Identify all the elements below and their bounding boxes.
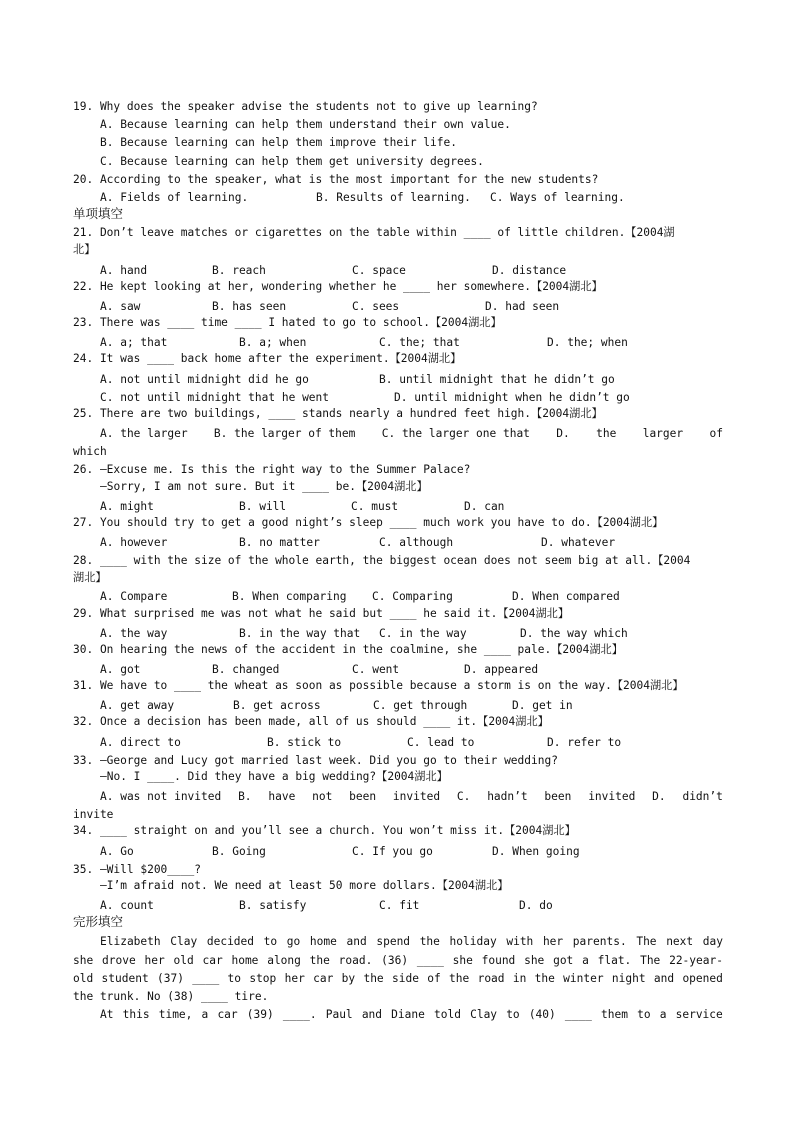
cloze-word: (36) (381, 954, 409, 967)
question-20-option-a: A. Fields of learning. (100, 191, 249, 204)
question-21-stem-wrap: 北】 (73, 243, 96, 256)
question-24-option-c: C. not until midnight that he went (100, 391, 330, 404)
cloze-word: to (637, 1008, 651, 1021)
question-33-option-a: A. was not invited (100, 790, 222, 803)
question-32-option-b: B. stick to (267, 736, 342, 749)
question-22-option-b: B. has seen (212, 300, 287, 313)
cloze-word: her (284, 972, 305, 985)
question-20-options (100, 190, 723, 206)
cloze-paragraph-1-line-3 (73, 971, 723, 987)
question-30-option-d: D. appeared (464, 663, 539, 676)
question-19-stem: 19. Why does the speaker advise the students not to give up learning? (73, 100, 538, 113)
cloze-word: At (100, 1008, 114, 1021)
question-21-option-a: A. hand (100, 264, 148, 277)
cloze-paragraph-1-line-1 (100, 934, 723, 950)
question-35-option-c: C. fit (379, 899, 420, 912)
cloze-word: a (201, 1008, 209, 1021)
cloze-word: next (666, 935, 694, 948)
question-26-line1: 26. —Excuse me. Is this the right way to the Summer Palace? (73, 463, 471, 476)
question-23-option-b: B. a; when (239, 336, 307, 349)
question-23-options (100, 335, 723, 351)
question-22-option-a: A. saw (100, 300, 141, 313)
question-28-option-b: B. When comparing (232, 590, 347, 603)
question-33-option-b-word: not (312, 790, 333, 803)
cloze-paragraph-1-line-2 (73, 953, 723, 969)
cloze-word: flat. (597, 954, 632, 967)
cloze-word: along (267, 954, 301, 967)
question-33-option-d-wrap: invite (73, 808, 114, 821)
question-20-stem: 20. According to the speaker, what is the most important for the new students? (73, 173, 599, 186)
question-33-option-b-word: been (349, 790, 377, 803)
question-33-option-d-label: D. (652, 790, 666, 803)
cloze-word: the (534, 972, 555, 985)
question-27-option-c: C. although (379, 536, 454, 549)
cloze-word: ____ (564, 1008, 592, 1021)
cloze-word: the (363, 972, 384, 985)
question-21-options (100, 263, 723, 279)
question-35-options (100, 898, 723, 914)
question-19-option-b: B. Because learning can help them improve their life. (100, 136, 457, 149)
cloze-word: the (309, 954, 330, 967)
question-20-option-b: B. Results of learning. (316, 191, 471, 204)
cloze-word: got (553, 954, 574, 967)
question-27-options (100, 535, 723, 551)
cloze-word: the (449, 972, 470, 985)
question-26-options (100, 499, 723, 515)
cloze-word: go (286, 935, 301, 948)
cloze-word: Diane (391, 1008, 425, 1021)
question-34-option-c: C. If you go (352, 845, 433, 858)
cloze-word: she (452, 954, 473, 967)
question-24-option-b: B. until midnight that he didn’t go (379, 373, 615, 386)
cloze-word: found (481, 954, 516, 967)
cloze-word: and (361, 1008, 383, 1021)
question-22-option-c: C. sees (352, 300, 400, 313)
question-26-line2: —Sorry, I am not sure. But it ____ be.【2004湖北】 (100, 480, 428, 493)
cloze-word: (39) (246, 1008, 274, 1021)
question-31-stem: 31. We have to ____ the wheat as soon as possible because a storm is on the way.【2004湖北】 (73, 679, 684, 692)
question-32-option-a: A. direct to (100, 736, 181, 749)
question-31-option-a: A. get away (100, 699, 175, 712)
question-31-options (100, 698, 723, 714)
question-25-stem: 25. There are two buildings, ____ stands nearly a hundred feet high.【2004湖北】 (73, 407, 603, 420)
cloze-word: The (636, 935, 657, 948)
cloze-word: to (263, 935, 278, 948)
cloze-word: she (524, 954, 545, 967)
cloze-word: student (101, 972, 149, 985)
cloze-word: decided (206, 935, 255, 948)
question-26-option-c: C. must (351, 500, 399, 513)
cloze-word: a (659, 1008, 667, 1021)
cloze-word: ____. (282, 1008, 317, 1021)
question-30-option-c: C. went (352, 663, 400, 676)
question-31-option-b: B. get across (233, 699, 321, 712)
question-30-stem: 30. On hearing the news of the accident in the coalmine, she ____ pale.【2004湖北】 (73, 643, 623, 656)
question-33-option-b-word: invited (392, 790, 441, 803)
cloze-word: opened (682, 972, 723, 985)
question-28-stem: 28. ____ with the size of the whole earth, the biggest ocean does not seem big at all.【2004 (73, 554, 691, 567)
question-32-option-c: C. lead to (407, 736, 475, 749)
question-33-line2: —No. I ____. Did they have a big wedding?【2004湖北】 (100, 770, 448, 783)
question-21-option-d: D. distance (492, 264, 567, 277)
question-32-stem: 32. Once a decision has been made, all of us should ____ it.【2004湖北】 (73, 715, 549, 728)
question-29-options (100, 626, 723, 642)
question-26-option-b: B. will (239, 500, 287, 513)
question-25-option-d-word: of (709, 427, 723, 440)
cloze-word: them (601, 1008, 628, 1021)
cloze-word: home (309, 935, 337, 948)
question-33-option-d-word: didn’t (682, 790, 723, 803)
question-22-option-d: D. had seen (485, 300, 560, 313)
question-33-option-b-word: have (268, 790, 296, 803)
question-31-option-d: D. get in (512, 699, 573, 712)
question-32-options (100, 735, 723, 751)
question-23-option-c: C. the; that (379, 336, 460, 349)
cloze-word: holiday (449, 935, 497, 948)
cloze-paragraph-2-line-1 (100, 1007, 723, 1023)
cloze-word: Elizabeth (100, 935, 161, 948)
question-25-option-c: C. the larger one that (381, 427, 530, 440)
cloze-word: ____ (416, 954, 444, 967)
question-25-options (100, 426, 723, 442)
cloze-word: The (640, 954, 661, 967)
question-33-option-c-word: been (544, 790, 572, 803)
cloze-word: car (313, 972, 334, 985)
question-24-stem: 24. It was ____ back home after the experiment.【2004湖北】 (73, 352, 462, 365)
question-24-options-row2 (100, 390, 723, 406)
cloze-word: car (202, 954, 223, 967)
question-34-option-a: A. Go (100, 845, 134, 858)
question-25-option-d-word: larger (642, 427, 684, 440)
cloze-word: ____ (192, 972, 220, 985)
question-30-options (100, 662, 723, 678)
question-19-option-a: A. Because learning can help them understand their own value. (100, 118, 511, 131)
question-33-options (100, 789, 723, 805)
question-22-options (100, 299, 723, 315)
question-26-option-a: A. might (100, 500, 154, 513)
cloze-word: to (506, 1008, 520, 1021)
question-35-option-a: A. count (100, 899, 154, 912)
question-29-option-d: D. the way which (520, 627, 628, 640)
cloze-word: this (122, 1008, 150, 1021)
cloze-word: old (173, 954, 194, 967)
cloze-word: to (227, 972, 242, 985)
question-27-option-b: B. no matter (239, 536, 320, 549)
cloze-word: and (653, 972, 675, 985)
cloze-word: and (346, 935, 367, 948)
question-23-option-a: A. a; that (100, 336, 168, 349)
cloze-word: road. (338, 954, 373, 967)
question-31-option-c: C. get through (373, 699, 468, 712)
question-27-option-a: A. however (100, 536, 168, 549)
question-25-option-a: A. the larger (100, 427, 188, 440)
cloze-word: winter (563, 972, 604, 985)
cloze-paragraph-1-line-4: the trunk. No (38) ____ tire. (73, 990, 269, 1003)
cloze-word: told (434, 1008, 461, 1021)
cloze-word: road (477, 972, 505, 985)
question-28-option-c: C. Comparing (372, 590, 453, 603)
question-24-options-row1 (100, 372, 723, 388)
cloze-word: with (506, 935, 534, 948)
question-20-option-c: C. Ways of learning. (490, 191, 625, 204)
question-23-stem: 23. There was ____ time ____ I hated to go to school.【2004湖北】 (73, 316, 502, 329)
question-34-stem: 34. ____ straight on and you’ll see a church. You won’t miss it.【2004湖北】 (73, 824, 576, 837)
cloze-word: the (419, 935, 440, 948)
question-21-stem: 21. Don’t leave matches or cigarettes on the table within ____ of little children.【2004湖 (73, 226, 675, 239)
cloze-word: drove (102, 954, 136, 967)
cloze-word: home (231, 954, 259, 967)
section-heading-single-choice: 单项填空 (73, 206, 124, 221)
question-25-option-d-label: D. (556, 427, 570, 440)
cloze-word: she (73, 954, 94, 967)
question-32-option-d: D. refer to (547, 736, 622, 749)
question-34-options (100, 844, 723, 860)
question-29-option-a: A. the way (100, 627, 168, 640)
cloze-word: day (702, 935, 723, 948)
question-25-option-d-wrap: which (73, 445, 107, 458)
question-29-option-c: C. in the way (379, 627, 467, 640)
cloze-word: side (391, 972, 419, 985)
question-33-option-b-label: B. (238, 790, 252, 803)
question-34-option-d: D. When going (492, 845, 580, 858)
question-28-options (100, 589, 723, 605)
question-35-option-d: D. do (519, 899, 553, 912)
question-30-option-b: B. changed (212, 663, 280, 676)
cloze-word: stop (249, 972, 277, 985)
question-29-stem: 29. What surprised me was not what he said but ____ he said it.【2004湖北】 (73, 607, 570, 620)
question-27-stem: 27. You should try to get a good night’s sleep ____ much work you have to do.【2004湖北】 (73, 516, 664, 529)
question-34-option-b: B. Going (212, 845, 266, 858)
question-19-option-c: C. Because learning can help them get university degrees. (100, 155, 484, 168)
question-35-line2: —I’m afraid not. We need at least 50 more dollars.【2004湖北】 (100, 879, 509, 892)
question-28-stem-wrap: 湖北】 (73, 571, 107, 584)
question-27-option-d: D. whatever (541, 536, 616, 549)
cloze-word: car (217, 1008, 238, 1021)
cloze-word: old (73, 972, 94, 985)
question-28-option-a: A. Compare (100, 590, 168, 603)
question-33-option-c-word: hadn’t (487, 790, 528, 803)
question-21-option-c: C. space (352, 264, 406, 277)
question-35-line1: 35. —Will $200____? (73, 863, 201, 876)
cloze-word: parents. (572, 935, 627, 948)
question-25-option-d-word: the (596, 427, 617, 440)
cloze-word: in (512, 972, 527, 985)
question-22-stem: 22. He kept looking at her, wondering whether he ____ her somewhere.【2004湖北】 (73, 280, 603, 293)
cloze-word: time, (158, 1008, 193, 1021)
cloze-word: (40) (528, 1008, 556, 1021)
cloze-word: her (144, 954, 165, 967)
question-24-option-a: A. not until midnight did he go (100, 373, 309, 386)
question-23-option-d: D. the; when (547, 336, 628, 349)
question-25-option-b: B. the larger of them (213, 427, 356, 440)
question-33-line1: 33. —George and Lucy got married last week. Did you go to their wedding? (73, 754, 558, 767)
question-24-option-d: D. until midnight when he didn’t go (394, 391, 630, 404)
cloze-word: her (542, 935, 564, 948)
cloze-word: (37) (157, 972, 184, 985)
cloze-word: Paul (325, 1008, 353, 1021)
cloze-word: spend (376, 935, 411, 948)
cloze-word: night (611, 972, 646, 985)
question-33-option-c-word: invited (588, 790, 636, 803)
question-21-option-b: B. reach (212, 264, 266, 277)
cloze-word: by (341, 972, 356, 985)
question-29-option-b: B. in the way that (239, 627, 361, 640)
question-28-option-d: D. When compared (512, 590, 620, 603)
cloze-word: of (427, 972, 441, 985)
question-30-option-a: A. got (100, 663, 141, 676)
cloze-word: Clay (170, 935, 198, 948)
cloze-word: a (582, 954, 589, 967)
cloze-word: Clay (470, 1008, 498, 1021)
question-33-option-c-label: C. (456, 790, 471, 803)
cloze-word: service (675, 1008, 723, 1021)
question-26-option-d: D. can (464, 500, 505, 513)
question-35-option-b: B. satisfy (239, 899, 307, 912)
section-heading-cloze: 完形填空 (73, 914, 124, 929)
cloze-word: 22-year- (669, 954, 723, 967)
